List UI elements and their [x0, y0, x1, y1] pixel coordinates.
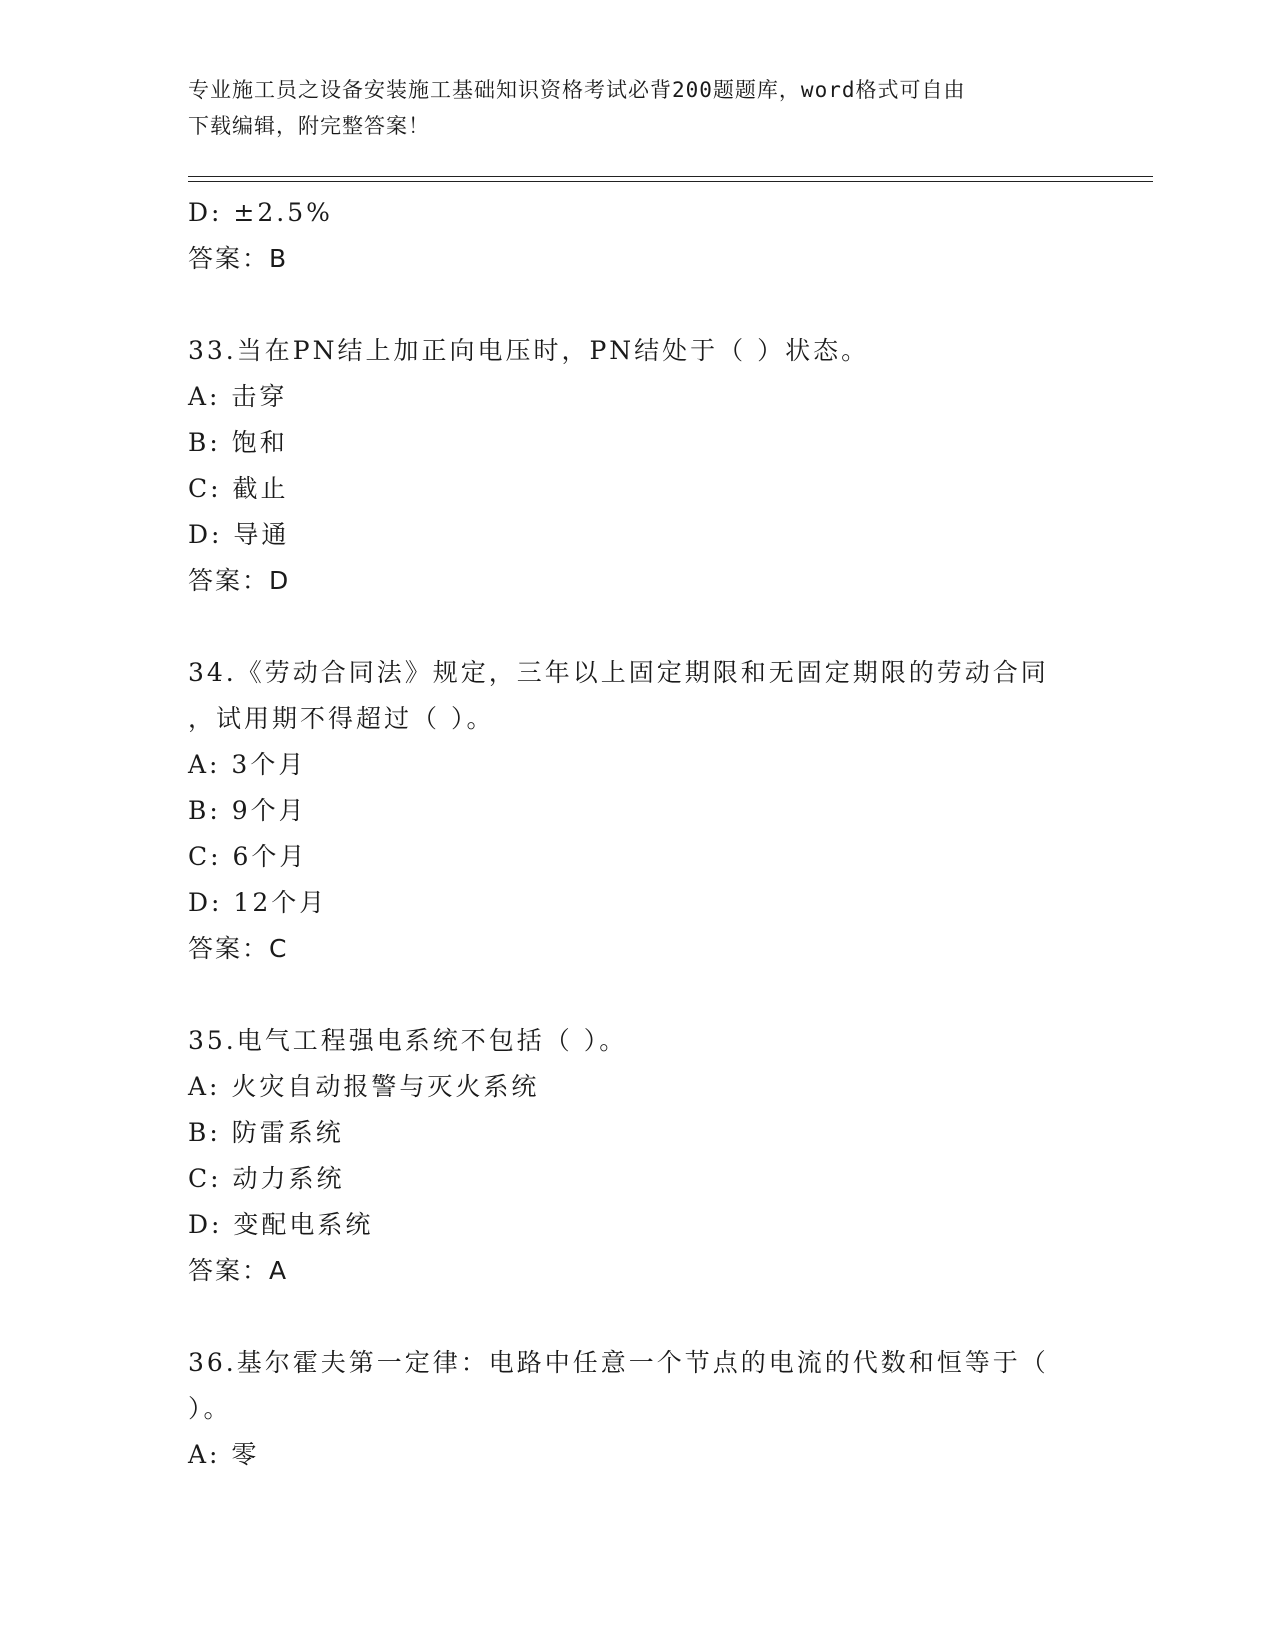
header-divider-top — [188, 176, 1153, 177]
prev-answer: 答案：B — [188, 244, 289, 273]
question-34 — [188, 650, 1088, 972]
header-line-2: 下载编辑，附完整答案！ — [188, 114, 430, 138]
option-c: C: 截止 — [188, 474, 289, 503]
answer: 答案：A — [188, 1256, 289, 1285]
option-c: C: 6个月 — [188, 842, 308, 871]
spacer — [188, 282, 1088, 328]
question-stem: 34.《劳动合同法》规定，三年以上固定期限和无固定期限的劳动合同 — [188, 658, 1049, 687]
answer: 答案：D — [188, 566, 291, 595]
option-b: B: 9个月 — [188, 796, 307, 825]
answer: 答案：C — [188, 934, 289, 963]
header-divider-bottom — [188, 181, 1153, 182]
question-content — [188, 190, 1088, 1478]
option-c: C: 动力系统 — [188, 1164, 345, 1193]
spacer — [188, 604, 1088, 650]
spacer — [188, 972, 1088, 1018]
question-35 — [188, 1018, 1088, 1294]
question-stem: 36.基尔霍夫第一定律：电路中任意一个节点的电流的代数和恒等于（ — [188, 1348, 1049, 1377]
header-line-1: 专业施工员之设备安装施工基础知识资格考试必背200题题库，word格式可自由 — [188, 78, 966, 102]
option-a: A: 击穿 — [188, 382, 288, 411]
option-d: D: 导通 — [188, 520, 290, 549]
question-stem: 35.电气工程强电系统不包括（ ）。 — [188, 1026, 628, 1055]
option-b: B: 防雷系统 — [188, 1118, 344, 1147]
question-stem: 33.当在PN结上加正向电压时，PN结处于（ ）状态。 — [188, 336, 870, 365]
option-a: A: 零 — [188, 1440, 260, 1469]
question-33 — [188, 328, 1088, 604]
option-d: D: 12个月 — [188, 888, 328, 917]
spacer — [188, 1294, 1088, 1340]
option-a: A: 3个月 — [188, 750, 307, 779]
option-b: B: 饱和 — [188, 428, 288, 457]
option-a: A: 火灾自动报警与灭火系统 — [188, 1072, 540, 1101]
question-36 — [188, 1340, 1088, 1478]
question-stem-continued: ，试用期不得超过（ ）。 — [188, 704, 495, 733]
option-d: D: 变配电系统 — [188, 1210, 374, 1239]
question-stem-continued: ）。 — [188, 1394, 232, 1423]
prev-option-d: D: ±2.5% — [188, 198, 333, 227]
document-header — [188, 72, 1088, 144]
